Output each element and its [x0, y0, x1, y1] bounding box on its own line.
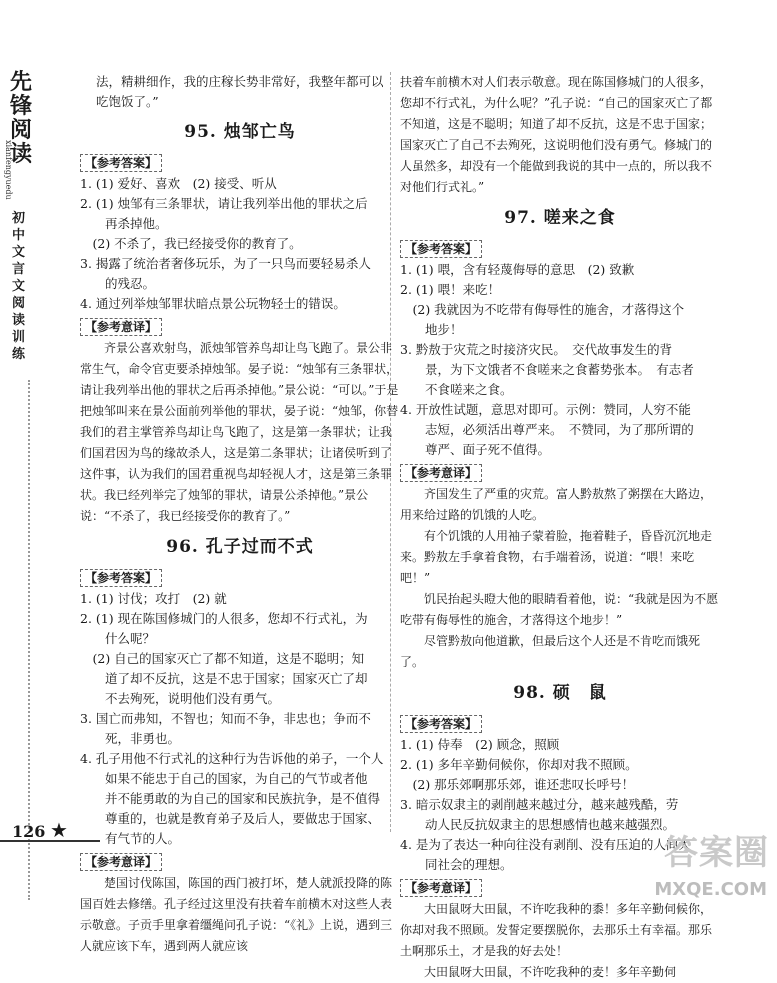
answer-line: 动人民反抗奴隶主的思想感情也越来越强烈。: [400, 817, 676, 832]
translation-text: 尽管黔敖向他道歉，但最后这个人还是不肯吃而饿死了。: [400, 634, 701, 669]
section-97-title: 97. 嗟来之食: [504, 208, 616, 228]
translation-label: 【参考意译】: [400, 464, 482, 482]
section-98-title: 98. 硕 鼠: [513, 683, 607, 703]
answer-line: 3. 国亡而弗知，不智也；知而不争，非忠也；争而不: [80, 711, 371, 726]
answer-line: 尊严、面子死不值得。: [400, 442, 551, 457]
intro-line: 法，精耕细作，我的庄稼长势非常好，我整年都可以: [96, 74, 384, 89]
answer-line: 死，非勇也。: [80, 731, 181, 746]
left-column: [80, 72, 400, 957]
star-icon: ★: [50, 818, 68, 842]
answer-line: 1. (1) 喂，含有轻蔑侮辱的意思 (2) 致歉: [400, 262, 635, 277]
translation-text: 齐景公喜欢射鸟，派烛邹管养鸟却让鸟飞跑了。景公非常生气，命令官吏要杀掉烛邹。晏子说：“烛邹有三条罪状，请让我列举出他的罪状之后再杀掉他。”景公说：“可以。”于是把烛邹叫来在景公面前列举他的罪状，晏子说：“烛邹，你替我们的君主掌管养鸟却让鸟飞跑了，这是第一条罪状；让我们国君因为鸟的缘故杀人，这是第二条罪状；让诸侯听到了这件事，认为我们的国君重视鸟却轻视人才，这是第三条罪状。我已经列举完了烛邹的罪状，请景公杀掉他。”景公说：“不杀了，我已经接受你的教育了。”: [80, 341, 399, 523]
brand-pinyin: xianfengyuedu: [4, 140, 13, 200]
brand-logo: 先锋阅读: [10, 69, 33, 167]
answer-line: 景，为下文饿者不食嗟来之食蓄势张本。 有志者: [400, 362, 694, 377]
answer-line: 的残忍。: [80, 276, 156, 291]
watermark-logo: 答案圈: [664, 833, 769, 873]
answer-line: 1. (1) 侍奉 (2) 顾念，照顾: [400, 737, 560, 752]
answer-line: 2. (1) 现在陈国修城门的人很多，您却不行式礼，为: [80, 611, 368, 626]
answer-line: 尊重的，也就是教育弟子及后人，要做忠于国家、: [80, 811, 381, 826]
answer-line: 地步！: [400, 322, 463, 337]
translation-label: 【参考意译】: [400, 879, 482, 897]
answer-line: (2) 那乐郊啊那乐郊，谁还悲叹长呼号！: [400, 777, 635, 792]
sidebar: [0, 70, 48, 830]
page-number-underline: [0, 840, 100, 842]
translation-text: 大田鼠呀大田鼠，不许吃我种的黍！多年辛勤伺候你，你却对我不照顾。发誓定要摆脱你，去那乐土有幸福。那乐土啊那乐土，才是我的好去处！: [400, 902, 713, 958]
answers-label: 【参考答案】: [80, 569, 162, 587]
answer-line: 并不能勇敢的为自己的国家和民族抗争，是不值得: [80, 791, 381, 806]
answers-label: 【参考答案】: [400, 240, 482, 258]
translation-text: 楚国讨伐陈国，陈国的西门被打坏，楚人就派投降的陈国百姓去修缮。孔子经过这里没有扶着车前横木对这些人表示敬意。子贡手里拿着缰绳问孔子说：“《礼》上说，遇到三人就应该下车，遇到两人就应该: [80, 876, 393, 953]
answer-line: 2. (1) 多年辛勤伺候你，你却对我不照顾。: [400, 757, 638, 772]
translation-text: 有个饥饿的人用袖子蒙着脸，拖着鞋子，昏昏沉沉地走来。黔敖左手拿着食物，右手端着汤，说道：“喂！来吃吧！”: [400, 529, 713, 585]
answer-line: 3. 黔敖于灾荒之时接济灾民。 交代故事发生的背: [400, 342, 673, 357]
answer-line: 4. 孔子用他不行式礼的这种行为告诉他的弟子，一个人: [80, 751, 384, 766]
series-title: 初中文言文阅读训练: [12, 211, 26, 362]
answer-line: (2) 我就因为不吃带有侮辱性的施舍，才落得这个: [400, 302, 685, 317]
page-number: 126: [12, 822, 46, 841]
answer-line: 2. (1) 烛邹有三条罪状，请让我列举出他的罪状之后: [80, 196, 368, 211]
answer-line: 有气节的人。: [80, 831, 181, 846]
answer-line: 如果不能忠于自己的国家，为自己的气节或者他: [80, 771, 368, 786]
translation-text: 齐国发生了严重的灾荒。富人黔敖熬了粥摆在大路边，用来给过路的饥饿的人吃。: [400, 487, 713, 522]
answers-label: 【参考答案】: [400, 715, 482, 733]
answer-line: 1. (1) 爱好、喜欢 (2) 接受、听从: [80, 176, 277, 191]
translation-label: 【参考意译】: [80, 853, 162, 871]
section-96-title: 96. 孔子过而不式: [166, 537, 314, 557]
translation-text: 大田鼠呀大田鼠，不许吃我种的麦！多年辛勤伺: [424, 965, 677, 979]
answers-label: 【参考答案】: [80, 154, 162, 172]
answer-line: 4. 通过列举烛邹罪状暗点景公玩物轻士的错误。: [80, 296, 346, 311]
answer-line: 4. 开放性试题，意思对即可。示例：赞同，人穷不能: [400, 402, 691, 417]
answer-line: 4. 是为了表达一种向往没有剥削、没有压迫的人间大: [400, 837, 691, 852]
answer-line: 什么呢？: [80, 631, 156, 646]
answer-line: (2) 不杀了，我已经接受你的教育了。: [80, 236, 302, 251]
answer-line: 不去殉死，说明他们没有勇气。: [80, 691, 281, 706]
answer-line: 志短，必须活出尊严来。 不赞同，为了那所谓的: [400, 422, 694, 437]
answer-line: 再杀掉他。: [80, 216, 168, 231]
answer-line: 2. (1) 喂！来吃！: [400, 282, 501, 297]
answer-line: 不食嗟来之食。: [400, 382, 513, 397]
answer-line: 1. (1) 讨伐；攻打 (2) 就: [80, 591, 227, 606]
translation-text: 饥民抬起头瞪大他的眼睛看着他，说：“我就是因为不愿吃带有侮辱性的施舍，才落得这个地步！”: [400, 592, 719, 627]
answer-line: 3. 暗示奴隶主的剥削越来越过分，越来越残酷，劳: [400, 797, 679, 812]
intro-line: 吃饱饭了。”: [96, 94, 159, 109]
watermark-url: MXQE.COM: [654, 879, 767, 900]
section-95-title: 95. 烛邹亡鸟: [184, 122, 296, 142]
answer-line: (2) 自己的国家灭亡了都不知道，这是不聪明；知: [80, 651, 365, 666]
answer-line: 道了却不反抗，这是不忠于国家；国家灭亡了却: [80, 671, 368, 686]
translation-label: 【参考意译】: [80, 318, 162, 336]
translation-continued: 扶着车前横木对人们表示敬意。现在陈国修城门的人很多，您却不行式礼，为什么呢？”孔子说：“自己的国家灭亡了都不知道，这是不聪明；知道了却不反抗，这是不忠于国家；国家灭亡了自己不去殉死，这说明他们没有勇气。修城门的人虽然多，却没有一个能做到我说的其中一点的，所以我不对他们行式礼。”: [400, 75, 713, 194]
answer-line: 同社会的理想。: [400, 857, 513, 872]
answer-line: 3. 揭露了统治者奢侈玩乐，为了一只鸟而要轻易杀人: [80, 256, 371, 271]
